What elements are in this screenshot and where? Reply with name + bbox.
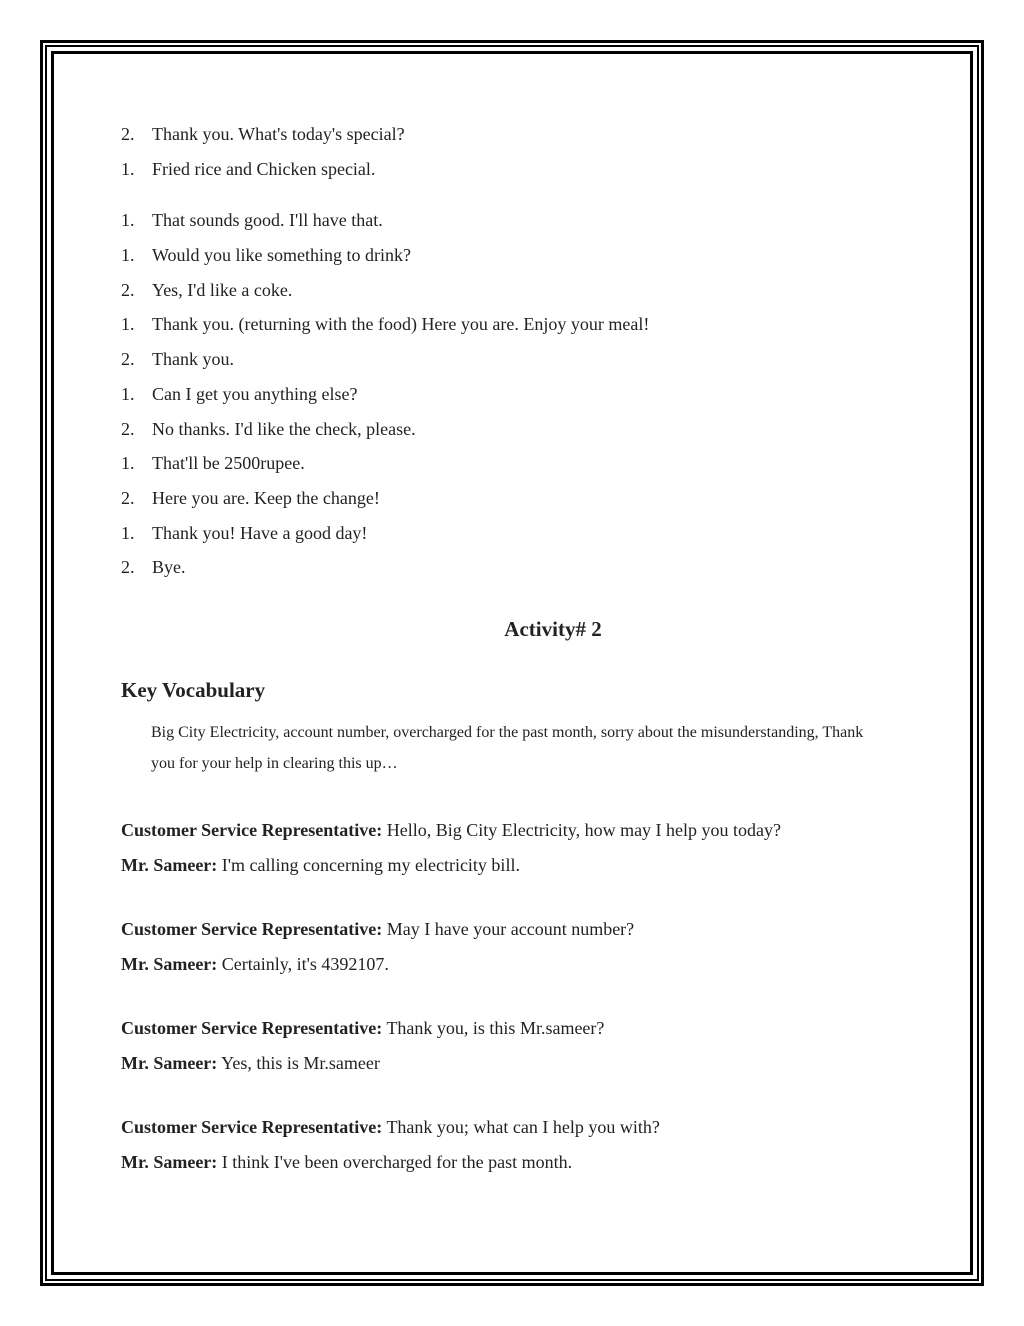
customer-line: Mr. Sameer: Certainly, it's 4392107. xyxy=(121,953,389,974)
speaker-label: Mr. Sameer: xyxy=(121,953,218,974)
dialogue-line: 1. Thank you. (returning with the food) Here you are. Enjoy your meal! xyxy=(121,314,650,335)
representative-line: Customer Service Representative: Hello, Big City Electricity, how may I help you today? xyxy=(121,819,782,840)
speaker-label: Customer Service Representative: xyxy=(121,1017,383,1038)
speaker-label: Mr. Sameer: xyxy=(121,854,218,875)
dialogue-line: 2. Bye. xyxy=(121,557,186,578)
dialogue-line: 2. Yes, I'd like a coke. xyxy=(121,279,293,300)
key-vocabulary-text: Big City Electricity, account number, overcharged for the past month, sorry about the misunderstanding, Thank you for your help in clearing this up… xyxy=(151,723,864,772)
speaker-label: Mr. Sameer: xyxy=(121,1151,218,1172)
dialogue-line: 2. No thanks. I'd like the check, please. xyxy=(121,418,416,439)
restaurant-dialogue-list xyxy=(121,117,921,585)
dialogue-line: 1. That sounds good. I'll have that. xyxy=(121,210,383,231)
speaker-label: Customer Service Representative: xyxy=(121,1116,383,1137)
dialogue-line: 2. Here you are. Keep the change! xyxy=(121,487,380,508)
dialogue-line: 1. Thank you! Have a good day! xyxy=(121,522,368,543)
conversation-exchange xyxy=(121,813,921,883)
dialogue-line: 1. Can I get you anything else? xyxy=(121,383,358,404)
speaker-label: Customer Service Representative: xyxy=(121,918,383,939)
conversation-exchange xyxy=(121,1011,921,1081)
dialogue-line: 2. Thank you. xyxy=(121,349,234,370)
representative-line: Customer Service Representative: May I have your account number? xyxy=(121,918,635,939)
dialogue-line: 1. That'll be 2500rupee. xyxy=(121,453,305,474)
customer-line: Mr. Sameer: I'm calling concerning my electricity bill. xyxy=(121,854,520,875)
speaker-label: Mr. Sameer: xyxy=(121,1052,218,1073)
phone-conversation xyxy=(121,813,921,1180)
conversation-exchange xyxy=(121,912,921,982)
customer-line: Mr. Sameer: I think I've been overcharged for the past month. xyxy=(121,1151,573,1172)
key-vocabulary-title: Key Vocabulary xyxy=(121,677,266,702)
page-content xyxy=(121,117,921,1180)
representative-line: Customer Service Representative: Thank you, is this Mr.sameer? xyxy=(121,1017,605,1038)
representative-line: Customer Service Representative: Thank you; what can I help you with? xyxy=(121,1116,660,1137)
customer-line: Mr. Sameer: Yes, this is Mr.sameer xyxy=(121,1052,380,1073)
activity-heading: Activity# 2 xyxy=(504,616,602,641)
dialogue-line: 1. Fried rice and Chicken special. xyxy=(121,158,376,179)
speaker-label: Customer Service Representative: xyxy=(121,819,383,840)
dialogue-line: 2. Thank you. What's today's special? xyxy=(121,124,405,144)
conversation-exchange xyxy=(121,1110,921,1180)
dialogue-line: 1. Would you like something to drink? xyxy=(121,245,412,266)
